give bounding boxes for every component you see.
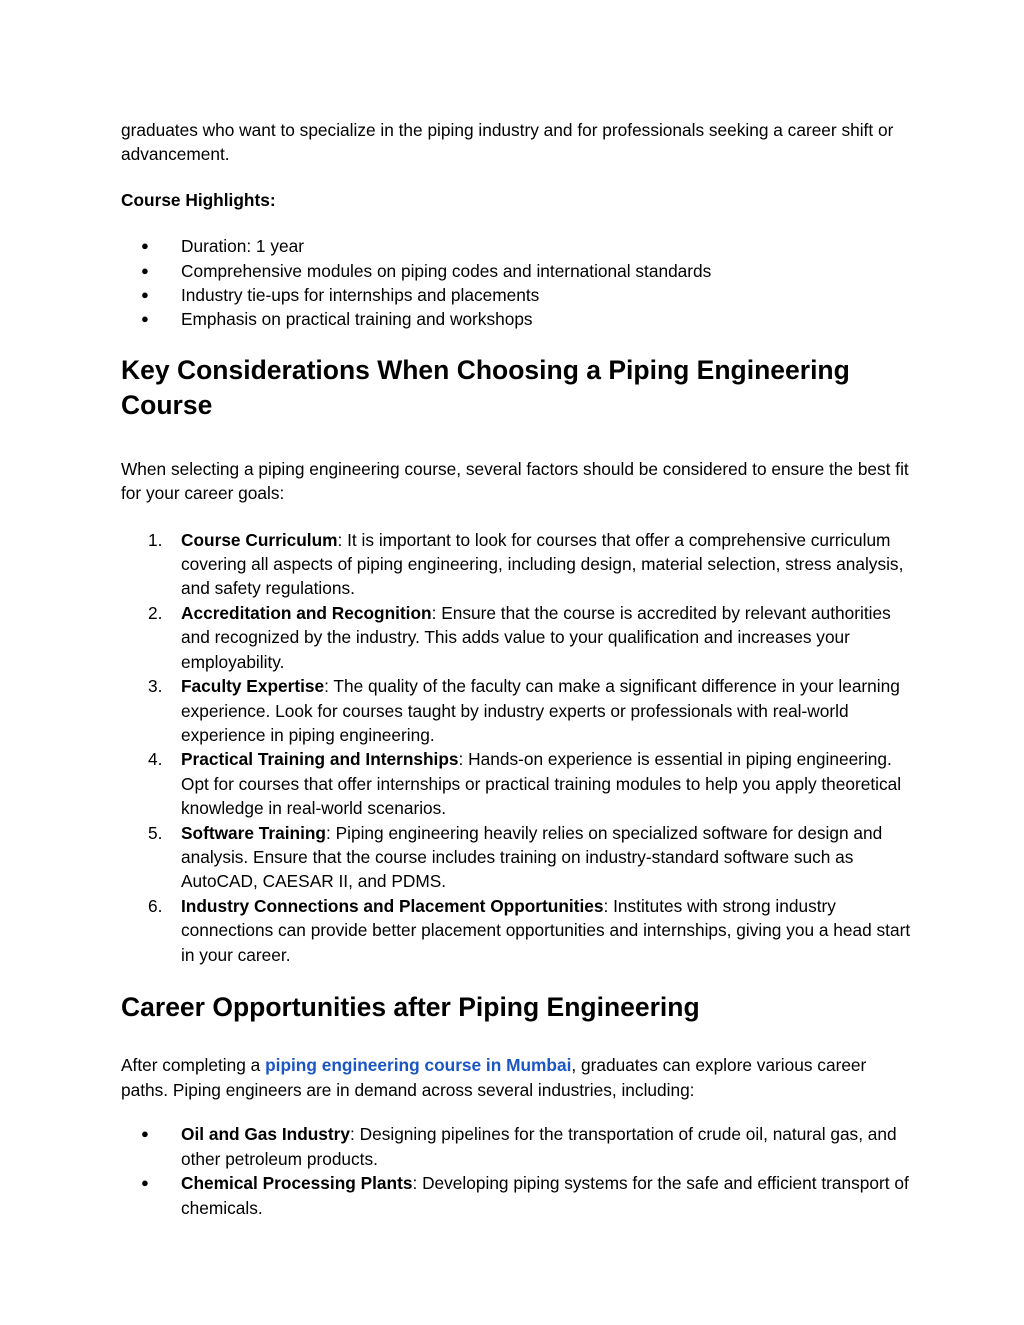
item-title: Practical Training and Internships <box>181 749 459 770</box>
item-text: : The quality of the faculty can make a significant difference in your learning experience. Look for courses taught by industry experts or professionals with real-world experience in piping engineering. <box>181 676 900 745</box>
item-title: Software Training <box>181 822 326 843</box>
list-item <box>121 1122 911 1171</box>
list-item <box>121 674 911 747</box>
key-considerations-heading: Key Considerations When Choosing a Piping Engineering Course <box>121 354 850 421</box>
course-highlights-heading: Course Highlights: <box>121 189 276 210</box>
item-text: : Hands-on experience is essential in piping engineering. Opt for courses that offer internships or practical training modules to help you apply theoretical knowledge in real-world scenarios. <box>181 749 902 819</box>
list-number: 6. <box>148 895 163 916</box>
list-item <box>121 283 911 307</box>
list-item-text: Comprehensive modules on piping codes and international standards <box>181 260 712 281</box>
careers-intro-after: , graduates can explore various career paths. Piping engineers are in demand across several industries, including: <box>121 1055 867 1100</box>
list-item <box>121 234 911 258</box>
item-text: : Developing piping systems for the safe and efficient transport of chemicals. <box>181 1173 909 1218</box>
list-number: 1. <box>148 529 163 550</box>
item-title: Industry Connections and Placement Opportunities <box>181 895 604 916</box>
list-number: 2. <box>148 602 163 623</box>
item-text: : It is important to look for courses that offer a comprehensive curriculum covering all aspects of piping engineering, including design, material selection, stress analysis, and safety regulations. <box>181 529 904 599</box>
course-highlights-list <box>121 234 911 332</box>
item-text: : Institutes with strong industry connections can provide better placement opportunities and internships, giving you a head start in your career. <box>181 895 911 965</box>
item-title: Faculty Expertise <box>181 676 325 697</box>
list-item-text: Emphasis on practical training and workshops <box>181 309 533 330</box>
list-number: 4. <box>148 749 163 770</box>
list-item <box>121 821 911 894</box>
considerations-intro: When selecting a piping engineering course, several factors should be considered to ensure the best fit for your career goals: <box>121 458 909 504</box>
list-item <box>121 894 911 967</box>
item-title: Course Curriculum <box>181 529 338 550</box>
list-item <box>121 747 911 820</box>
item-title: Oil and Gas Industry <box>181 1124 351 1145</box>
considerations-list <box>121 528 911 967</box>
list-item <box>121 601 911 674</box>
careers-intro-before: After completing a <box>121 1055 266 1076</box>
list-item <box>121 259 911 283</box>
list-item-text: Duration: 1 year <box>181 236 304 257</box>
list-item <box>121 528 911 601</box>
list-item <box>121 1171 911 1220</box>
career-opportunities-heading: Career Opportunities after Piping Engineering <box>121 991 700 1022</box>
item-title: Accreditation and Recognition <box>181 602 432 623</box>
list-item <box>121 307 911 331</box>
item-text: : Ensure that the course is accredited by relevant authorities and recognized by the industry. This adds value to your qualification and increases your employability. <box>181 602 891 672</box>
intro-paragraph: graduates who want to specialize in the piping industry and for professionals seeking a career shift or advancement. <box>121 120 894 165</box>
course-link[interactable]: piping engineering course in Mumbai <box>265 1055 572 1076</box>
career-industries-list <box>121 1122 911 1220</box>
careers-intro <box>121 1053 911 1102</box>
list-number: 5. <box>148 822 163 843</box>
list-item-text: Industry tie-ups for internships and placements <box>181 285 540 306</box>
item-text: : Piping engineering heavily relies on specialized software for design and analysis. Ensure that the course includes training on industry-standard software such as AutoCAD, CAESAR II, and PDMS. <box>181 822 883 892</box>
item-title: Chemical Processing Plants <box>181 1173 413 1194</box>
item-text: : Designing pipelines for the transportation of crude oil, natural gas, and other petroleum products. <box>181 1124 897 1169</box>
list-number: 3. <box>148 676 163 697</box>
document-page <box>121 118 911 1220</box>
